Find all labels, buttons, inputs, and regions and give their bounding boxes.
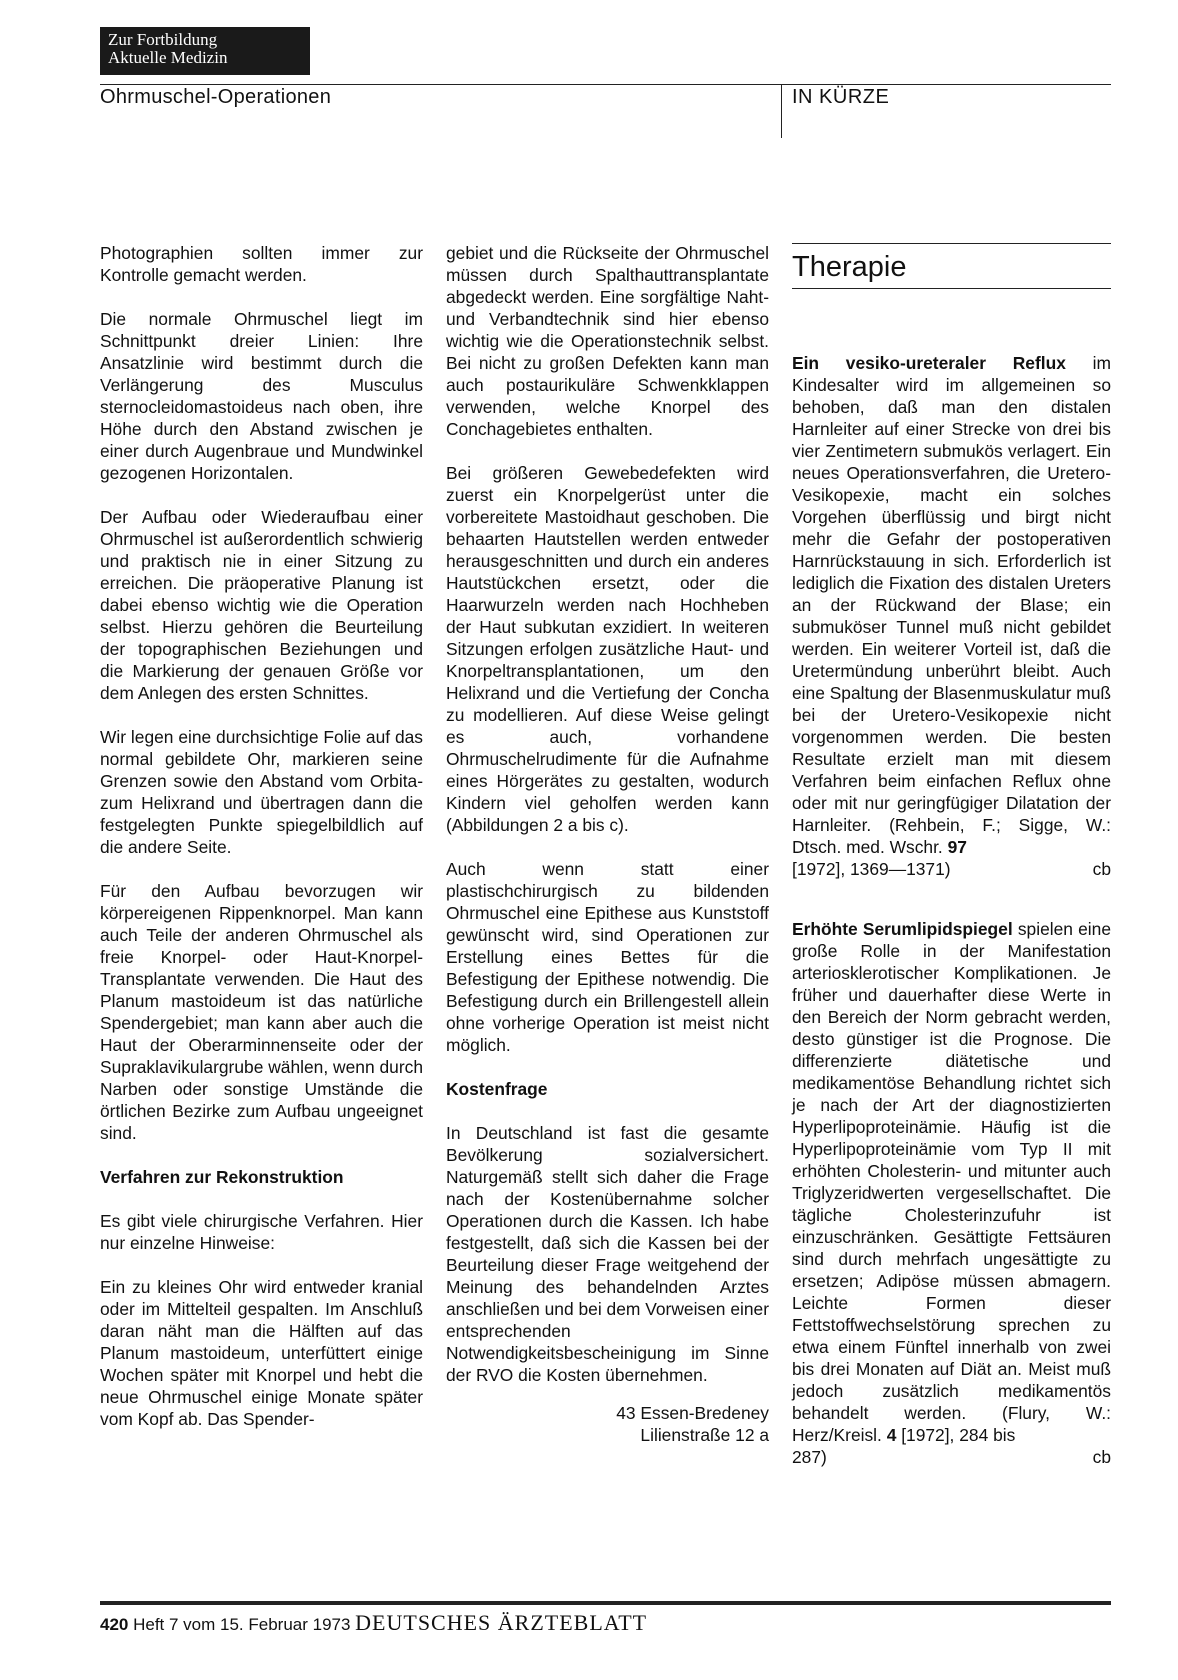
address-line-2: Lilienstraße 12 a (640, 1425, 769, 1445)
author-address (446, 1402, 769, 1446)
item-text: spielen eine große Rolle in der Manifestation arteriosklerotischer Komplikationen. Je früher und dauerhafter diese Werte in den Bereich der Norm gebracht werden, desto günstiger ist die Prognose. Die differenzierte diätetische und medikamentöse Behandlung richtet sich je nach der Art der diagnostizierten Hyperlipoproteinämie. Häufig ist die Hyperlipoproteinämie vom Typ II mit erhöhten Cholesterin- und mitunter auch Triglyzeridwerten vergesellschaftet. Die tägliche Cholesterinzufuhr ist einzuschränken. Gesättigte Fettsäuren sind durch mehrfach ungesättigte zu ersetzen; Adipöse müssen abmagern. Leichte Formen dieser Fettstoffwechselstörung sprechen zu etwa einem Fünftel innerhalb von zwei bis drei Monaten auf Diät an. Meist muß jedoch zusätzlich medikamentös behandelt werden. (Flury, W.: Herz/Kreisl. (792, 919, 1112, 1445)
journal-name: DEUTSCHES ÄRZTEBLATT (355, 1610, 648, 1635)
top-rule (100, 84, 1111, 85)
address-line-1: 43 Essen-Bredeney (616, 1403, 769, 1423)
page-number: 420 (100, 1615, 129, 1634)
page-footer (100, 1610, 647, 1636)
paragraph: Bei größeren Gewebedefekten wird zuerst ein Knorpelgerüst unter die vorbereitete Mastoidhaut geschoben. Die behaarten Hautstellen werden entweder herausgeschnitten und durch ein anderes Hautstückchen ersetzt, oder die Haarwurzeln werden nach Hochheben der Haut subkutan exzidiert. In weiteren Sitzungen erfolgen zusätzliche Haut- und Knorpeltransplantationen, um den Helixrand und die Vertiefung der Concha zu modellieren. Auf diese Weise gelingt es auch, vorhandene Ohrmuschelrudimente für die Aufnahme eines Hörgerätes zu gestalten, wodurch Kindern viel geholfen werden kann (Abbildungen 2 a bis c). (446, 463, 769, 835)
citation: [1972], 1369—1371) (792, 859, 951, 879)
paragraph: Auch wenn statt einer plastischchirurgisch zu bildenden Ohrmuschel eine Epithese aus Kunststoff gewünscht wird, sind Operationen zur Erstellung eines Bettes für die Befestigung der Epithese notwendig. Die Befestigung durch ein Brillengestell allein ohne vorherige Operation ist meist nicht möglich. (446, 859, 769, 1055)
paragraph: Die normale Ohrmuschel liegt im Schnittpunkt dreier Linien: Ihre Ansatzlinie wird bestimmt durch die Verlängerung des Musculus sternocleidomastoideus nach oben, ihre Höhe durch den Abstand zwischen je einer durch Augenbraue und Mundwinkel gezogenen Horizontalen. (100, 309, 423, 483)
section-badge (100, 27, 310, 75)
author-sign: cb (1092, 1447, 1111, 1467)
paragraph: Es gibt viele chirurgische Verfahren. Hier nur einzelne Hinweise: (100, 1211, 423, 1253)
paragraph: Photographien sollten immer zur Kontrolle gemacht werden. (100, 243, 423, 285)
citation-line (792, 1446, 1111, 1468)
badge-line-1: Zur Fortbildung (108, 30, 218, 49)
therapy-rule-top (792, 243, 1111, 244)
item-text: im Kindesalter wird im allgemeinen so behoben, daß man den distalen Harnleiter auf einer Strecke von drei bis vier Zentimetern submukös verlagert. Ein neues Operationsverfahren, die Uretero-Vesikopexie, macht ein solches Vorgehen überflüssig und birgt nicht mehr die Gefahr der postoperativen Harnrückstauung in sich. Erforderlich ist lediglich die Fixation des distalen Ureters an der Rückwand der Blase; ein submuköser Tunnel muß nicht gebildet werden. Ein weiterer Vorteil ist, daß die Uretermündung unberührt bleibt. Auch eine Spaltung der Blasenmuskulatur muß bei der Uretero-Vesikopexie nicht vorgenommen werden. Die besten Resultate erzielt man mit diesem Verfahren beim einfachen Reflux ohne oder mit nur geringfügiger Dilatation der Harnleiter. (Rehbein, F.; Sigge, W.: Dtsch. med. Wschr. (792, 353, 1112, 857)
subheading-costs: Kostenfrage (446, 1079, 548, 1099)
news-item-reflux (792, 352, 1111, 880)
author-sign: cb (1092, 859, 1111, 879)
badge-line-2: Aktuelle Medizin (108, 48, 228, 67)
item-lead: Ein vesiko-ureteraler Reflux (792, 353, 1066, 373)
column-divider (781, 84, 782, 138)
text-column-1 (100, 242, 423, 1452)
paragraph: Ein zu kleines Ohr wird entweder kranial oder im Mittelteil gespalten. Im Anschluß daran näht man die Hälften auf das Planum mastoideum, unterfüttert einige Wochen später mit Knorpel und hebt die neue Ohrmuschel einige Monate später vom Kopf ab. Das Spender- (100, 1277, 423, 1429)
footer-rule (100, 1601, 1111, 1605)
issue-info: Heft 7 vom 15. Februar 1973 (128, 1615, 356, 1634)
citation: [1972], 284 bis (896, 1425, 1016, 1445)
paragraph: Wir legen eine durchsichtige Folie auf das normal gebildete Ohr, markieren seine Grenzen sowie den Abstand vom Orbita- zum Helixrand und übertragen dann die festgelegten Punkte spiegelbildlich auf die andere Seite. (100, 727, 423, 857)
subheading-reconstruction: Verfahren zur Rekonstruktion (100, 1167, 344, 1187)
article-topic: Ohrmuschel-Operationen (100, 86, 332, 108)
news-item-lipids (792, 918, 1111, 1468)
therapy-rule-bottom (792, 288, 1111, 289)
text-column-2 (446, 242, 769, 1446)
rubric-title: IN KÜRZE (792, 86, 890, 108)
citation-cont: 287) (792, 1447, 827, 1467)
citation-volume: 4 (886, 1425, 897, 1445)
paragraph: gebiet und die Rückseite der Ohrmuschel müssen durch Spalthauttransplantate abgedeckt werden. Eine sorgfältige Naht- und Verbandtechnik sind hier ebenso wichtig wie die Operationstechnik selbst. Bei nicht zu großen Defekten kann man auch postaurikuläre Schwenkklappen verwenden, welche Knorpel des Conchagebietes enthalten. (446, 243, 769, 439)
citation-volume: 97 (947, 837, 967, 857)
item-lead: Erhöhte Serumlipidspiegel (792, 919, 1013, 939)
paragraph: In Deutschland ist fast die gesamte Bevölkerung sozialversichert. Naturgemäß stellt sich daher die Frage nach der Kostenübernahme solcher Operationen durch die Kassen. Ich habe festgestellt, daß sich die Kassen bei der Beurteilung dieser Frage weitgehend der Meinung des behandelnden Arztes anschließen und bei dem Vorweisen einer entsprechenden Notwendigkeitsbescheinigung im Sinne der RVO die Kosten übernehmen. (446, 1123, 769, 1385)
paragraph: Der Aufbau oder Wiederaufbau einer Ohrmuschel ist außerordentlich schwierig und praktisch nie in einer Sitzung zu erreichen. Die präoperative Planung ist dabei ebenso wichtig wie die Operation selbst. Hierzu gehören die Beurteilung der topographischen Beziehungen und die Markierung der genauen Größe vor dem Anlegen des ersten Schnittes. (100, 507, 423, 703)
text-column-3 (792, 352, 1111, 1506)
citation-line (792, 858, 1111, 880)
therapy-heading: Therapie (792, 251, 907, 283)
paragraph: Für den Aufbau bevorzugen wir körpereigenen Rippenknorpel. Man kann auch Teile der anderen Ohrmuschel als freie Knorpel- oder Haut-Knorpel-Transplantate verwenden. Die Haut des Planum mastoideum ist das natürliche Spendergebiet; man kann aber auch die Haut der Oberarminnenseite oder der Supraklavikulargrube wählen, wenn durch Narben oder sonstige Umstände die örtlichen Bezirke zum Aufbau ungeeignet sind. (100, 881, 423, 1143)
